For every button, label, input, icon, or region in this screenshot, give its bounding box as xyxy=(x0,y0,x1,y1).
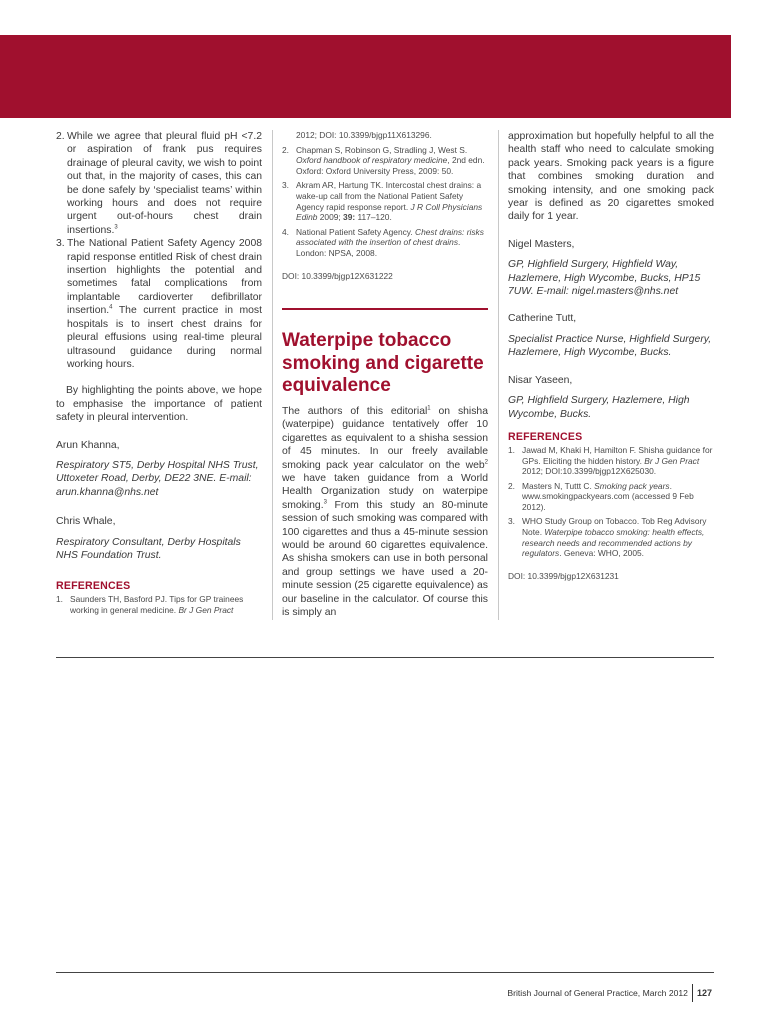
reference-item: 3. Akram AR, Hartung TK. Intercostal chest drains: a wake-up call from the National Patient Safety Agency rapid response report. J R Coll Physicians Edinb 2009; 39: 117–120. xyxy=(282,180,483,223)
author-affiliation: Respiratory ST5, Derby Hospital NHS Trust, Uttoxeter Road, Derby, DE22 3NE. E-mail: arun.khanna@nhs.net xyxy=(56,459,259,498)
author-affiliation: Specialist Practice Nurse, Highfield Surgery, Hazlemere, High Wycombe, Bucks. xyxy=(508,333,712,359)
references-heading: REFERENCES xyxy=(508,430,583,443)
column-3 xyxy=(508,130,714,581)
column-1 xyxy=(56,130,262,620)
footer-rule xyxy=(56,657,714,658)
article-title: Waterpipe tobacco smoking and cigarette equivalence xyxy=(282,330,484,396)
author-name: Arun Khanna, xyxy=(56,439,120,451)
author-affiliation: Respiratory Consultant, Derby Hospitals NHS Foundation Trust. xyxy=(56,536,241,561)
header-band xyxy=(0,35,731,118)
footer-separator xyxy=(692,984,693,1002)
footer-rule xyxy=(56,972,714,973)
reference-item: 2012; DOI: 10.3399/bjgp11X613296. xyxy=(296,130,432,140)
points-list xyxy=(56,130,262,371)
author-affiliation: GP, Highfield Surgery, Highfield Way, Hazlemere, High Wycombe, Bucks, HP15 7UW. E-mail: nigel.masters@nhs.net xyxy=(508,259,701,298)
reference-item: 4. National Patient Safety Agency. Chest drains: risks associated with the insertion of chest drains. London: NPSA, 2008. xyxy=(282,226,484,258)
author-name: Nisar Yaseen, xyxy=(508,374,573,386)
reference-item: 3. WHO Study Group on Tobacco. Tob Reg Advisory Note. Waterpipe tobacco smoking: health effects, research needs and recommended actions by regulators. Geneva: WHO, 2005. xyxy=(508,516,707,559)
column-divider xyxy=(498,130,499,620)
journal-citation: British Journal of General Practice, March 2012 xyxy=(507,988,688,998)
doi-text: DOI: 10.3399/bjgp12X631222 xyxy=(282,270,393,281)
reference-item: 1. Jawad M, Khaki H, Hamilton F. Shisha guidance for GPs. Eliciting the hidden history. Br J Gen Pract 2012; DOI:10.3399/bjgp12X625030. xyxy=(508,444,713,477)
author-name: Catherine Tutt, xyxy=(508,313,577,325)
page-footer xyxy=(507,983,712,1003)
references-list xyxy=(508,445,714,559)
author-name: Nigel Masters, xyxy=(508,238,575,250)
article-body xyxy=(282,405,488,620)
list-item: 3. The National Patient Safety Agency 2008 rapid response entitled Risk of chest drain insertion highlights the potential and sometimes fatal complications from implantable cardioverter defibrillator insertion.$^4$ The current practice in most hospitals is to insert chest drains for pleural effusions using real-time pleural ultrasound guidance during normal working hours. xyxy=(56,238,262,370)
section-divider xyxy=(282,308,488,310)
references-list xyxy=(56,594,262,615)
reference-item: 1. Saunders TH, Basford PJ. Tips for GP trainees working in general medicine. Br J Gen Pract xyxy=(56,594,244,615)
references-list xyxy=(282,130,488,259)
column-divider xyxy=(272,130,273,620)
author-name: Chris Whale, xyxy=(56,516,116,528)
list-item: 2. While we agree that pleural fluid pH <7.2 or aspiration of frank pus requires drainage of pleural cavity, we wish to point out that, in the majority of cases, this can be done safely by ‘specialist teams’ within working hours and does not require urgent out-of-hours chest drain insertions.$^3$ xyxy=(56,131,262,236)
article-paragraph-continued: approximation but hopefully helpful to all the health staff who need to calculate smoking pack years. Smoking pack years is a figure that combines smoking duration and smoking intensity, and one smoking pack year is defined as 20 cigarettes smoked daily for 1 year. xyxy=(508,131,714,223)
closing-paragraph: By highlighting the points above, we hope to emphasise the importance of patient safety in pleural intervention. xyxy=(56,385,262,424)
reference-item: 2. Masters N, Tuttt C. Smoking pack years. www.smokingpackyears.com (accessed 9 Feb 2012). xyxy=(508,480,694,512)
author-affiliation: GP, Highfield Surgery, Hazlemere, High Wycombe, Bucks. xyxy=(508,395,690,420)
reference-item: 2. Chapman S, Robinson G, Stradling J, West S. Oxford handbook of respiratory medicine, 2nd edn. Oxford: Oxford University Press, 2009: 50. xyxy=(282,144,485,176)
column-2 xyxy=(282,130,488,281)
page-number: 127 xyxy=(696,988,712,998)
references-heading: REFERENCES xyxy=(56,580,131,593)
doi-text: DOI: 10.3399/bjgp12X631231 xyxy=(508,570,619,581)
article-paragraph: The authors of this editorial$^1$ on shisha (waterpipe) guidance tentatively offer 10 cigarettes as equivalent to a shisha session of 45 minutes. In our freely available smoking pack year calculator on the web$^2$ we have taken guidance from a World Health Organization study on waterpipe smoking.$^3$ From this study an 80-minute session of such smoking was compared with 100 cigarettes and thus a 45-minute session would be around 60 cigarettes equivalence. As shisha smokers can use in both personal and group settings we have used a 20-minute session (25 cigarette equivalence) as our baseline in the calculator. Of course this is simply an xyxy=(282,405,488,619)
